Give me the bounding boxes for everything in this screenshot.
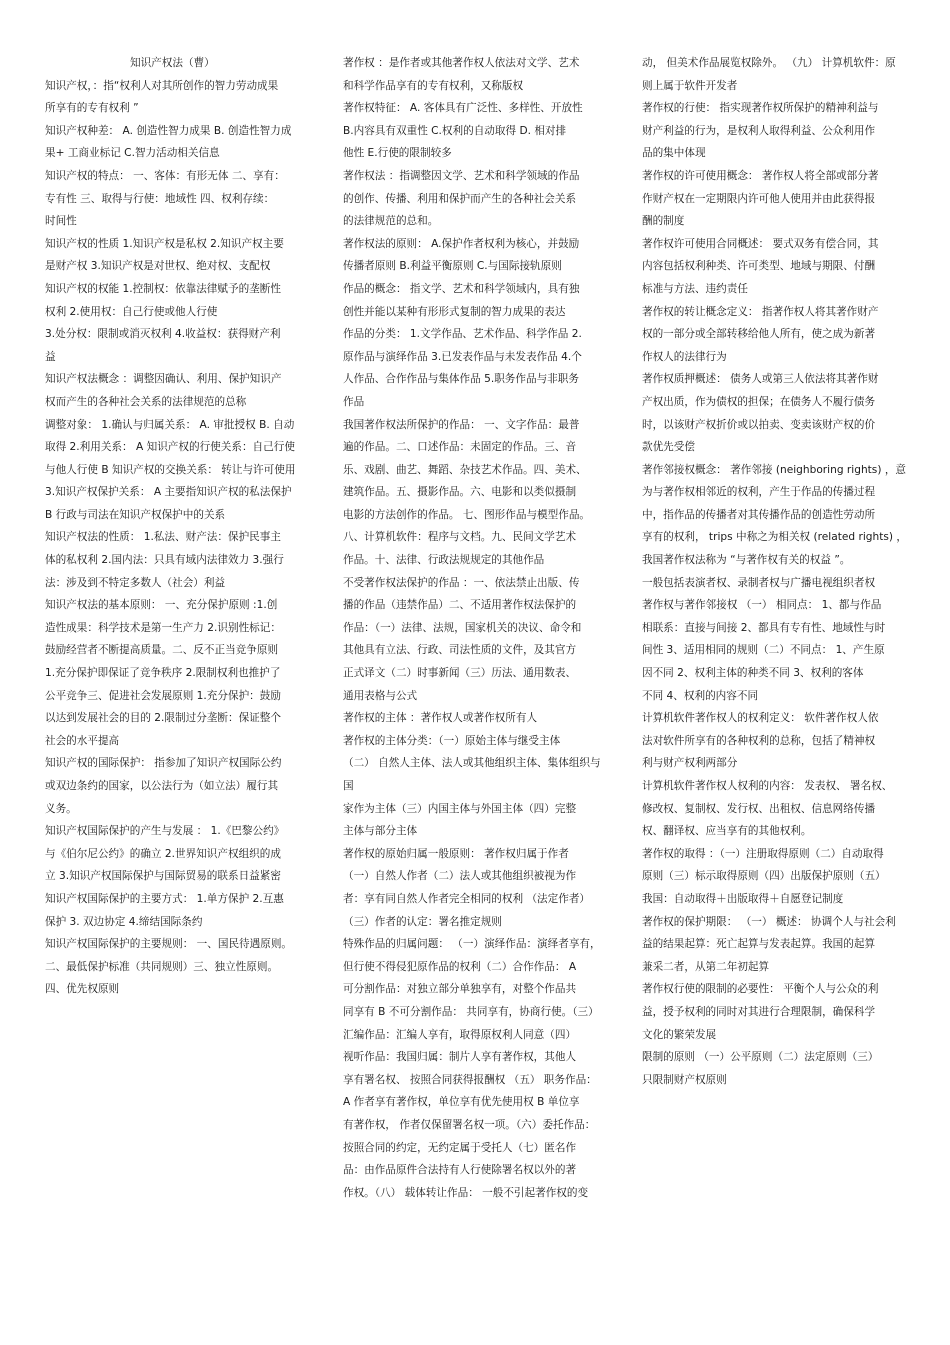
- text-line: 知识产权，：指“权利人对其所创作的智力劳动成果: [45, 79, 279, 92]
- text-line: 时，以该财产权折价或以拍卖、变卖该财产权的价: [642, 418, 876, 431]
- text-line: 正式译文（二）时事新闻（三）历法、通用数表、: [343, 667, 577, 680]
- text-line: 作品的概念： 指文学、艺术和科学领域内，具有独: [343, 282, 580, 295]
- text-line: 著作权的主体 ：著作权人或著作权所有人: [343, 712, 538, 725]
- text-line: 专有性 三、取得与行使：地域性 四、权利存续：: [45, 192, 275, 205]
- text-line: 主体与部分主体: [343, 825, 418, 838]
- text-line: 或双边条约的国家，以公法行为（如立法）履行其: [45, 780, 279, 792]
- text-line: 知识产权法的性质： 1.私法、财产法：保护民事主: [45, 531, 281, 544]
- text-line: 遍的作品。二、口述作品：未固定的作品。三、音: [343, 441, 577, 454]
- text-line: 体的私权利 2.国内法：只具有域内法律效力 3.强行: [45, 554, 284, 567]
- text-line: 社会的水平提高: [45, 734, 120, 747]
- text-line: 的法律规范的总和。: [343, 215, 439, 228]
- text-line: 著作权 ：是作者或其他著作权人依法对文学、艺术: [343, 57, 580, 69]
- text-line: 视听作品：我国归属：制片人享有著作权，其他人: [343, 1051, 577, 1064]
- text-line: 计算机软件著作权人的权利定义： 软件著作权人依: [642, 712, 879, 725]
- text-line: 法：涉及到不特定多数人（社会）利益: [45, 576, 226, 589]
- text-line: 造性成果：科学技术是第一生产力 2.识别性标记：: [45, 621, 281, 634]
- text-line: 知识产权国际保护的主要规则： 一、国民待遇原则。: [45, 938, 293, 951]
- text-line: 所享有的专有权利 ”: [45, 102, 139, 115]
- text-line: 不同 4、权利的内容不同: [642, 689, 759, 702]
- text-line: 我国著作权法称为 “与著作权有关的权益 ”。: [642, 554, 851, 567]
- text-line: 立 3.知识产权国际保护与国际贸易的联系日益紧密: [45, 870, 281, 883]
- text-line: 著作权的许可使用概念： 著作权人将全部或部分著: [642, 169, 879, 182]
- text-line: 著作权的取得 ：（一）注册取得原则（二）自动取得: [642, 847, 884, 860]
- column-1: [45, 52, 307, 1001]
- text-line: 建筑作品。五、摄影作品。六、电影和以类似摄制: [343, 486, 577, 499]
- text-line: 品的集中体现: [642, 147, 706, 160]
- text-line: 财产利益的行为，是权利人取得利益、公众利用作: [642, 124, 876, 137]
- text-line: 通用表格与公式: [343, 689, 418, 702]
- text-line: 著作权的主体分类：（一）原始主体与继受主体: [343, 734, 561, 747]
- text-line: 以达到发展社会的目的 2.限制过分垄断：保证整个: [45, 712, 281, 725]
- text-line: 者：享有同自然人作者完全相同的权利 （法定作者）: [343, 892, 591, 905]
- text-line: 原作品与演绎作品 3.已发表作品与未发表作品 4.个: [343, 350, 582, 363]
- text-line: 的创作、传播、利用和保护而产生的各种社会关系: [343, 192, 577, 205]
- text-line: 相联系：直接与间接 2、都具有专有性、地域性与时: [642, 621, 886, 634]
- text-line: 权、翻译权、应当享有的其他权利。: [642, 825, 812, 838]
- text-line: 著作邻接权概念： 著作邻接 (neighboring rights) ，意: [642, 463, 907, 476]
- text-line: 作财产权在一定期限内许可他人使用并由此获得报: [642, 192, 876, 205]
- text-line: 1.充分保护即保证了竞争秩序 2.限制权利也推护了: [45, 667, 281, 680]
- text-line: 国: [343, 780, 354, 792]
- text-line: 内容包括权利种类、许可类型、地域与期限、付酬: [642, 260, 876, 273]
- text-line: 著作权的转让概念定义： 指著作权人将其著作财产: [642, 305, 879, 318]
- text-line: 播的作品（违禁作品）二、不适用著作权法保护的: [343, 599, 577, 612]
- text-line: 调整对象： 1.确认与归属关系： A. 审批授权 B. 自动: [45, 418, 295, 431]
- text-line: 著作权质押概述： 债务人或第三人依法将其著作财: [642, 373, 879, 386]
- text-line: 知识产权的特点： 一、客体：有形无体 二、享有：: [45, 169, 285, 182]
- text-line: 汇编作品：汇编人享有，取得原权利人同意（四）: [343, 1028, 577, 1041]
- text-line: 修改权、复制权、发行权、出租权、信息网络传播: [642, 802, 876, 815]
- text-line: 鼓励经营者不断提高质量。二、反不正当竞争原则: [45, 644, 279, 657]
- text-line: 与他人行使 B 知识产权的交换关系： 转让与许可使用: [45, 463, 296, 476]
- text-line: 著作权许可使用合同概述： 要式双务有偿合同，其: [642, 237, 879, 250]
- text-line: 可分割作品：对独立部分单独享有，对整个作品共: [343, 983, 577, 996]
- text-line: 但行使不得侵犯原作品的权利（二）合作作品： A: [343, 960, 577, 973]
- text-line: 著作权特征： A. 客体具有广泛性、多样性、开放性: [343, 102, 583, 115]
- text-line: 利与财产权利两部分: [642, 757, 738, 770]
- text-line: 著作权的行使： 指实现著作权所保护的精神利益与: [642, 102, 879, 115]
- text-line: 果+ 工商业标记 C.智力活动相关信息: [45, 147, 220, 160]
- text-line: 时间性: [45, 215, 77, 228]
- text-line: 著作权行使的限制的必要性： 平衡个人与公众的利: [642, 983, 879, 996]
- text-line: 公平竞争三、促进社会发展原则 1.充分保护：鼓励: [45, 689, 281, 702]
- column-2: [343, 52, 615, 1204]
- text-line: 我国：自动取得＋出版取得＋自愿登记制度: [642, 892, 844, 905]
- text-line: 则上属于软件开发者: [642, 79, 738, 92]
- text-line: 特殊作品的归属问题： （一）演绎作品：演绎者享有，: [343, 938, 601, 951]
- text-line: 按照合同的约定，无约定属于受托人（七）匿名作: [343, 1141, 577, 1154]
- text-line: 电影的方法创作的作品。 七、图形作品与模型作品。: [343, 508, 591, 521]
- text-line: B 行政与司法在知识产权保护中的关系: [45, 508, 226, 521]
- text-line: 二、最低保护标准（共同规则）三、独立性原则。: [45, 960, 279, 973]
- text-line: 文化的繁荣发展: [642, 1028, 717, 1041]
- text-line: 知识产权的国际保护： 指参加了知识产权国际公约: [45, 757, 282, 770]
- text-line: 计算机软件著作权人权利的内容： 发表权、 署名权、: [642, 780, 893, 792]
- text-line: 作品：（一）法律、法规，国家机关的决议、命令和: [343, 621, 582, 634]
- text-line: 保护 3. 双边协定 4.缔结国际条约: [45, 915, 203, 928]
- text-line: 中，指作品的传播者对其传播作品的创造性劳动所: [642, 508, 876, 521]
- text-line: 知识产权法概念 ：调整因确认、利用、保护知识产: [45, 373, 282, 386]
- text-line: 原则（三）标示取得原则（四）出版保护原则（五）: [642, 870, 886, 883]
- text-line: 知识产权的权能 1.控制权：依靠法律赋予的垄断性: [45, 282, 281, 295]
- text-line: 作权人的法律行为: [642, 350, 727, 363]
- text-line: 酬的制度: [642, 215, 685, 228]
- text-line: 享有的权利， trips 中称之为相关权 (related rights) ，: [642, 531, 907, 544]
- text-line: 作品。十、法律、行政法规规定的其他作品: [343, 554, 545, 567]
- text-line: 义务。: [45, 802, 77, 815]
- text-line: 他性 E.行使的限制较多: [343, 147, 452, 160]
- text-line: 益的结果起算：死亡起算与发表起算。我国的起算: [642, 938, 876, 951]
- text-line: 是财产权 3.知识产权是对世权、绝对权、支配权: [45, 260, 271, 273]
- text-line: 著作权法的原则： A.保护作者权利为核心，并鼓励: [343, 237, 580, 250]
- text-line: 乐、戏剧、曲艺、舞蹈、杂技艺术作品。四、美术、: [343, 463, 587, 476]
- text-line: 知识产权国际保护的主要方式： 1.单方保护 2.互惠: [45, 892, 284, 905]
- text-line: 有著作权， 作者仅保留署名权一项。（六）委托作品：: [343, 1118, 596, 1131]
- document-title: 知识产权法（曹）: [130, 57, 215, 69]
- text-line: 著作权与著作邻接权 （一） 相同点： 1、都与作品: [642, 599, 882, 612]
- text-line: 间性 3、适用相同的规则（二）不同点： 1、产生原: [642, 644, 885, 657]
- text-line: 家作为主体（三）内国主体与外国主体（四）完整: [343, 802, 577, 815]
- text-line: 我国著作权法所保护的作品： 一、文字作品：最普: [343, 418, 580, 431]
- text-line: 著作权的原始归属一般原则： 著作权归属于作者: [343, 847, 569, 860]
- text-line: 权而产生的各种社会关系的法律规范的总称: [45, 395, 247, 408]
- text-line: 八、计算机软件：程序与文档。九、民间文学艺术: [343, 531, 577, 544]
- text-line: 品：由作品原件合法持有人行使除署名权以外的著: [343, 1164, 577, 1177]
- text-line: 与《伯尔尼公约》的确立 2.世界知识产权组织的成: [45, 847, 281, 860]
- text-line: 著作权的保护期限： （一） 概述： 协调个人与社会利: [642, 915, 896, 928]
- text-line: 著作权法 ：指调整因文学、艺术和科学领域的作品: [343, 169, 580, 182]
- text-line: 益: [45, 350, 56, 363]
- text-line: 标准与方法、违约责任: [642, 282, 748, 295]
- text-line: 动， 但美术作品展览权除外。 （九） 计算机软件：原: [642, 57, 896, 69]
- text-line: 法对软件所享有的各种权利的总称，包括了精神权: [642, 734, 876, 747]
- text-line: A 作者享有著作权，单位享有优先使用权 B 单位享: [343, 1096, 580, 1109]
- text-line: 3.知识产权保护关系： A 主要指知识产权的私法保护: [45, 486, 292, 499]
- text-line: 为与著作权相邻近的权利，产生于作品的传播过程: [642, 486, 876, 499]
- text-line: 人作品、合作作品与集体作品 5.职务作品与非职务: [343, 373, 579, 386]
- text-line: 产权出质，作为债权的担保；在债务人不履行债务: [642, 395, 876, 408]
- text-line: 创性并能以某种有形形式复制的智力成果的表达: [343, 305, 566, 318]
- text-line: 知识产权种差： A. 创造性智力成果 B. 创造性智力成: [45, 124, 292, 137]
- text-line: B.内容具有双重性 C.权利的自动取得 D. 相对排: [343, 124, 567, 137]
- text-line: 取得 2.利用关系： A 知识产权的行使关系：自己行使: [45, 441, 295, 454]
- text-line: 兼采二者，从第二年初起算: [642, 960, 770, 973]
- column-3: [642, 52, 912, 1091]
- text-line: （三）作者的认定：署名推定规则: [343, 915, 502, 928]
- text-line: 益，授予权利的同时对其进行合理限制，确保科学: [642, 1005, 876, 1018]
- text-line: 四、优先权原则: [45, 983, 120, 996]
- text-line: （二） 自然人主体、法人或其他组织主体、集体组织与: [343, 757, 601, 770]
- text-line: 作品的分类： 1.文学作品、艺术作品、科学作品 2.: [343, 328, 582, 341]
- text-line: 作权。（八） 载体转让作品： 一般不引起著作权的变: [343, 1186, 589, 1199]
- text-line: 款优先受偿: [642, 441, 695, 454]
- text-line: 3.处分权：限制或消灭权利 4.收益权：获得财产利: [45, 328, 281, 341]
- text-line: 作品: [343, 395, 365, 408]
- text-line: 权的一部分或全部转移给他人所有，使之成为新著: [642, 328, 876, 341]
- text-line: 一般包括表演者权、录制者权与广播电视组织者权: [642, 576, 876, 589]
- text-line: 不受著作权法保护的作品 ：一、依法禁止出版、传: [343, 576, 580, 589]
- text-line: 同享有 B 不可分割作品： 共同享有，协商行使。（三）: [343, 1005, 599, 1018]
- text-line: 只限制财产权原则: [642, 1073, 727, 1086]
- text-line: 传播者原则 B.利益平衡原则 C.与国际接轨原则: [343, 260, 562, 273]
- text-line: 其他具有立法、行政、司法性质的文件，及其官方: [343, 644, 577, 657]
- text-line: 知识产权的性质 1.知识产权是私权 2.知识产权主要: [45, 237, 284, 250]
- text-line: 限制的原则 （一）公平原则（二）法定原则（三）: [642, 1051, 879, 1064]
- text-line: 权利 2.使用权：自己行使或他人行使: [45, 305, 218, 318]
- text-line: 知识产权法的基本原则： 一、充分保护原则 :1.创: [45, 599, 278, 612]
- text-line: 知识产权国际保护的产生与发展 ： 1.《巴黎公约》: [45, 825, 285, 838]
- text-line: （一）自然人作者（二）法人或其他组织被视为作: [343, 870, 577, 883]
- text-line: 和科学作品享有的专有权利，又称版权: [343, 79, 524, 92]
- text-line: 享有署名权、 按照合同获得报酬权 （五） 职务作品：: [343, 1073, 597, 1086]
- text-line: 因不同 2、权利主体的种类不同 3、权利的客体: [642, 667, 864, 680]
